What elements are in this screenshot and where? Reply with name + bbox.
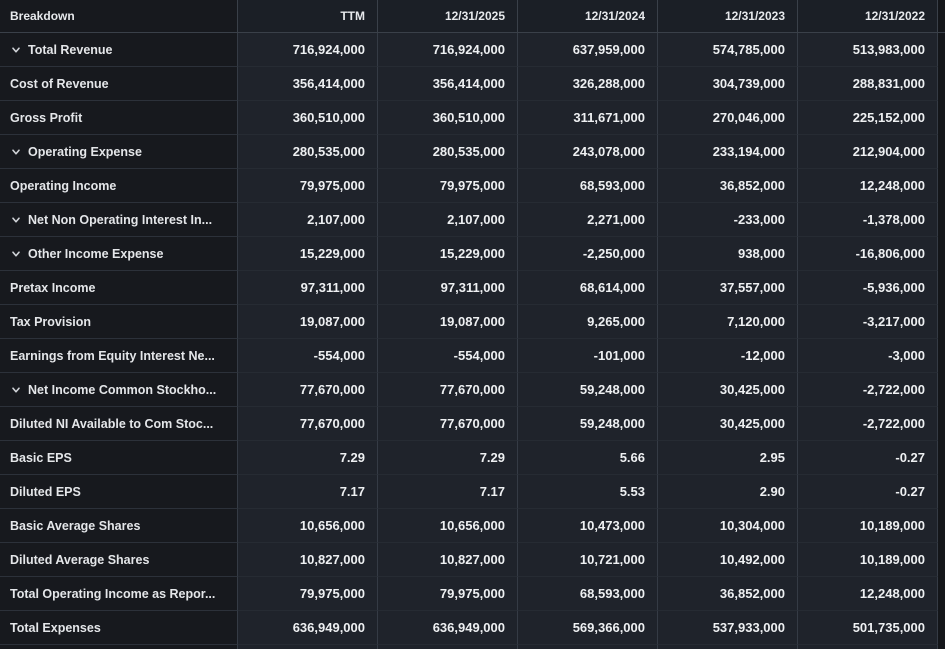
- value-cell: 12,248,000: [798, 169, 938, 203]
- row-label: Diluted EPS: [10, 484, 81, 499]
- value-cell: 12,248,000: [798, 577, 938, 611]
- value-cell: 10,721,000: [518, 543, 658, 577]
- value-cell: 243,078,000: [518, 135, 658, 169]
- table-row: [0, 237, 945, 271]
- row-label: Total Operating Income as Repor...: [10, 586, 216, 601]
- table-right-gutter: [938, 0, 945, 33]
- table-row: [0, 203, 945, 237]
- clipped-next-row: [0, 645, 945, 649]
- row-right-gutter: [938, 339, 945, 373]
- row-label: Pretax Income: [10, 280, 96, 295]
- value-cell: 356,414,000: [378, 67, 518, 101]
- value-cell: 10,304,000: [658, 509, 798, 543]
- row-right-gutter: [938, 135, 945, 169]
- chevron-down-icon[interactable]: [8, 212, 24, 228]
- table-row: [0, 33, 945, 67]
- value-cell: 30,425,000: [658, 407, 798, 441]
- row-label-cell: [0, 271, 238, 305]
- value-cell: 10,492,000: [658, 543, 798, 577]
- row-label-cell: [0, 305, 238, 339]
- value-cell: 79,975,000: [238, 169, 378, 203]
- value-cell: 10,189,000: [798, 509, 938, 543]
- row-label-cell: [0, 645, 238, 649]
- value-cell: 10,656,000: [238, 509, 378, 543]
- value-cell: 77,670,000: [378, 373, 518, 407]
- value-cell: -2,722,000: [798, 373, 938, 407]
- value-cell: 79,975,000: [378, 169, 518, 203]
- value-cell: 574,785,000: [658, 33, 798, 67]
- value-cell: 326,288,000: [518, 67, 658, 101]
- value-cell: -2,722,000: [798, 407, 938, 441]
- chevron-down-icon[interactable]: [8, 144, 24, 160]
- row-label: Net Income Common Stockho...: [28, 382, 217, 397]
- value-cell: 10,827,000: [378, 543, 518, 577]
- row-label: Earnings from Equity Interest Ne...: [10, 348, 215, 363]
- row-right-gutter: [938, 237, 945, 271]
- value-cell: 513,983,000: [798, 33, 938, 67]
- value-cell: 19,087,000: [238, 305, 378, 339]
- value-cell: 19,087,000: [378, 305, 518, 339]
- table-row: [0, 305, 945, 339]
- value-cell: 97,311,000: [238, 271, 378, 305]
- row-right-gutter: [938, 611, 945, 645]
- value-cell: 636,949,000: [378, 611, 518, 645]
- row-label-cell: [0, 543, 238, 577]
- value-cell: 7.17: [238, 475, 378, 509]
- row-right-gutter: [938, 67, 945, 101]
- row-label: Net Non Operating Interest In...: [28, 212, 213, 227]
- table-row: [0, 509, 945, 543]
- row-label: Other Income Expense: [28, 246, 164, 261]
- value-cell: 59,248,000: [518, 373, 658, 407]
- value-cell: [378, 645, 518, 649]
- value-cell: 77,670,000: [238, 407, 378, 441]
- value-cell: 288,831,000: [798, 67, 938, 101]
- row-right-gutter: [938, 271, 945, 305]
- row-label-cell[interactable]: [0, 373, 238, 407]
- value-cell: 2,107,000: [238, 203, 378, 237]
- value-cell: 97,311,000: [378, 271, 518, 305]
- row-label: Tax Provision: [10, 314, 92, 329]
- value-cell: 7.29: [238, 441, 378, 475]
- column-header-12-31-2022: 12/31/2022: [798, 0, 938, 33]
- value-cell: 360,510,000: [238, 101, 378, 135]
- row-label-cell[interactable]: [0, 203, 238, 237]
- value-cell: 79,975,000: [238, 577, 378, 611]
- row-right-gutter: [938, 33, 945, 67]
- table-row: [0, 543, 945, 577]
- value-cell: -0.27: [798, 441, 938, 475]
- row-right-gutter: [938, 543, 945, 577]
- row-label-cell[interactable]: [0, 135, 238, 169]
- value-cell: 280,535,000: [378, 135, 518, 169]
- row-label-cell: [0, 475, 238, 509]
- row-label: Total Revenue: [28, 42, 113, 57]
- value-cell: -16,806,000: [798, 237, 938, 271]
- value-cell: 280,535,000: [238, 135, 378, 169]
- row-label: Basic Average Shares: [10, 518, 141, 533]
- row-label: Gross Profit: [10, 110, 83, 125]
- row-label-cell: [0, 441, 238, 475]
- value-cell: 37,557,000: [658, 271, 798, 305]
- row-right-gutter: [938, 441, 945, 475]
- value-cell: 356,414,000: [238, 67, 378, 101]
- value-cell: 59,248,000: [518, 407, 658, 441]
- value-cell: 10,656,000: [378, 509, 518, 543]
- row-label-cell[interactable]: [0, 33, 238, 67]
- row-right-gutter: [938, 305, 945, 339]
- table-row: [0, 373, 945, 407]
- value-cell: 938,000: [658, 237, 798, 271]
- value-cell: 15,229,000: [238, 237, 378, 271]
- value-cell: -101,000: [518, 339, 658, 373]
- row-label: Total Expenses: [10, 620, 101, 635]
- chevron-down-icon[interactable]: [8, 42, 24, 58]
- value-cell: 68,593,000: [518, 577, 658, 611]
- row-right-gutter: [938, 475, 945, 509]
- chevron-down-icon[interactable]: [8, 382, 24, 398]
- row-label: Basic EPS: [10, 450, 72, 465]
- column-header-breakdown: Breakdown: [0, 0, 238, 33]
- row-label-cell: [0, 169, 238, 203]
- value-cell: 2.95: [658, 441, 798, 475]
- value-cell: -5,936,000: [798, 271, 938, 305]
- value-cell: -3,000: [798, 339, 938, 373]
- table-row: [0, 169, 945, 203]
- value-cell: 36,852,000: [658, 169, 798, 203]
- row-label: Cost of Revenue: [10, 76, 109, 91]
- value-cell: 225,152,000: [798, 101, 938, 135]
- table-row: [0, 135, 945, 169]
- table-row: [0, 577, 945, 611]
- row-right-gutter: [938, 373, 945, 407]
- value-cell: 10,189,000: [798, 543, 938, 577]
- table-row: [0, 441, 945, 475]
- column-header-12-31-2025: 12/31/2025: [378, 0, 518, 33]
- value-cell: 30,425,000: [658, 373, 798, 407]
- value-cell: 637,959,000: [518, 33, 658, 67]
- row-right-gutter: [938, 407, 945, 441]
- value-cell: 68,593,000: [518, 169, 658, 203]
- value-cell: 2.90: [658, 475, 798, 509]
- value-cell: -0.27: [798, 475, 938, 509]
- value-cell: 311,671,000: [518, 101, 658, 135]
- row-label-cell: [0, 577, 238, 611]
- value-cell: 7,120,000: [658, 305, 798, 339]
- row-right-gutter: [938, 203, 945, 237]
- value-cell: [518, 645, 658, 649]
- table-header-row: [0, 0, 945, 33]
- table-row: [0, 611, 945, 645]
- row-right-gutter: [938, 509, 945, 543]
- value-cell: 233,194,000: [658, 135, 798, 169]
- value-cell: 360,510,000: [378, 101, 518, 135]
- table-row: [0, 407, 945, 441]
- value-cell: 537,933,000: [658, 611, 798, 645]
- row-right-gutter: [938, 577, 945, 611]
- value-cell: [238, 645, 378, 649]
- row-label: Diluted NI Available to Com Stoc...: [10, 416, 214, 431]
- value-cell: -2,250,000: [518, 237, 658, 271]
- value-cell: 304,739,000: [658, 67, 798, 101]
- value-cell: -3,217,000: [798, 305, 938, 339]
- table-row: [0, 101, 945, 135]
- value-cell: 68,614,000: [518, 271, 658, 305]
- value-cell: 7.29: [378, 441, 518, 475]
- value-cell: 716,924,000: [378, 33, 518, 67]
- value-cell: 569,366,000: [518, 611, 658, 645]
- value-cell: 79,975,000: [378, 577, 518, 611]
- row-label-cell: [0, 67, 238, 101]
- value-cell: 501,735,000: [798, 611, 938, 645]
- value-cell: 270,046,000: [658, 101, 798, 135]
- row-label-cell: [0, 407, 238, 441]
- value-cell: 212,904,000: [798, 135, 938, 169]
- value-cell: [798, 645, 938, 649]
- value-cell: 7.17: [378, 475, 518, 509]
- value-cell: 36,852,000: [658, 577, 798, 611]
- value-cell: -233,000: [658, 203, 798, 237]
- table-row: [0, 271, 945, 305]
- row-right-gutter: [938, 169, 945, 203]
- row-label: Diluted Average Shares: [10, 552, 150, 567]
- table-row: [0, 67, 945, 101]
- value-cell: 15,229,000: [378, 237, 518, 271]
- value-cell: 5.53: [518, 475, 658, 509]
- value-cell: 10,473,000: [518, 509, 658, 543]
- row-right-gutter: [938, 645, 945, 649]
- row-label-cell: [0, 339, 238, 373]
- value-cell: 716,924,000: [238, 33, 378, 67]
- column-header-TTM: TTM: [238, 0, 378, 33]
- table-row: [0, 475, 945, 509]
- table-row: [0, 339, 945, 373]
- chevron-down-icon[interactable]: [8, 246, 24, 262]
- row-label: Operating Expense: [28, 144, 142, 159]
- value-cell: 5.66: [518, 441, 658, 475]
- value-cell: 77,670,000: [378, 407, 518, 441]
- row-label-cell: [0, 101, 238, 135]
- row-label-cell: [0, 611, 238, 645]
- value-cell: 10,827,000: [238, 543, 378, 577]
- value-cell: -554,000: [378, 339, 518, 373]
- row-label-cell[interactable]: [0, 237, 238, 271]
- table-body: [0, 33, 945, 649]
- value-cell: [658, 645, 798, 649]
- column-header-12-31-2024: 12/31/2024: [518, 0, 658, 33]
- column-header-12-31-2023: 12/31/2023: [658, 0, 798, 33]
- value-cell: 77,670,000: [238, 373, 378, 407]
- value-cell: 9,265,000: [518, 305, 658, 339]
- row-label: Operating Income: [10, 178, 117, 193]
- row-label-cell: [0, 509, 238, 543]
- value-cell: 2,107,000: [378, 203, 518, 237]
- value-cell: -554,000: [238, 339, 378, 373]
- value-cell: 2,271,000: [518, 203, 658, 237]
- row-right-gutter: [938, 101, 945, 135]
- value-cell: -12,000: [658, 339, 798, 373]
- value-cell: -1,378,000: [798, 203, 938, 237]
- value-cell: 636,949,000: [238, 611, 378, 645]
